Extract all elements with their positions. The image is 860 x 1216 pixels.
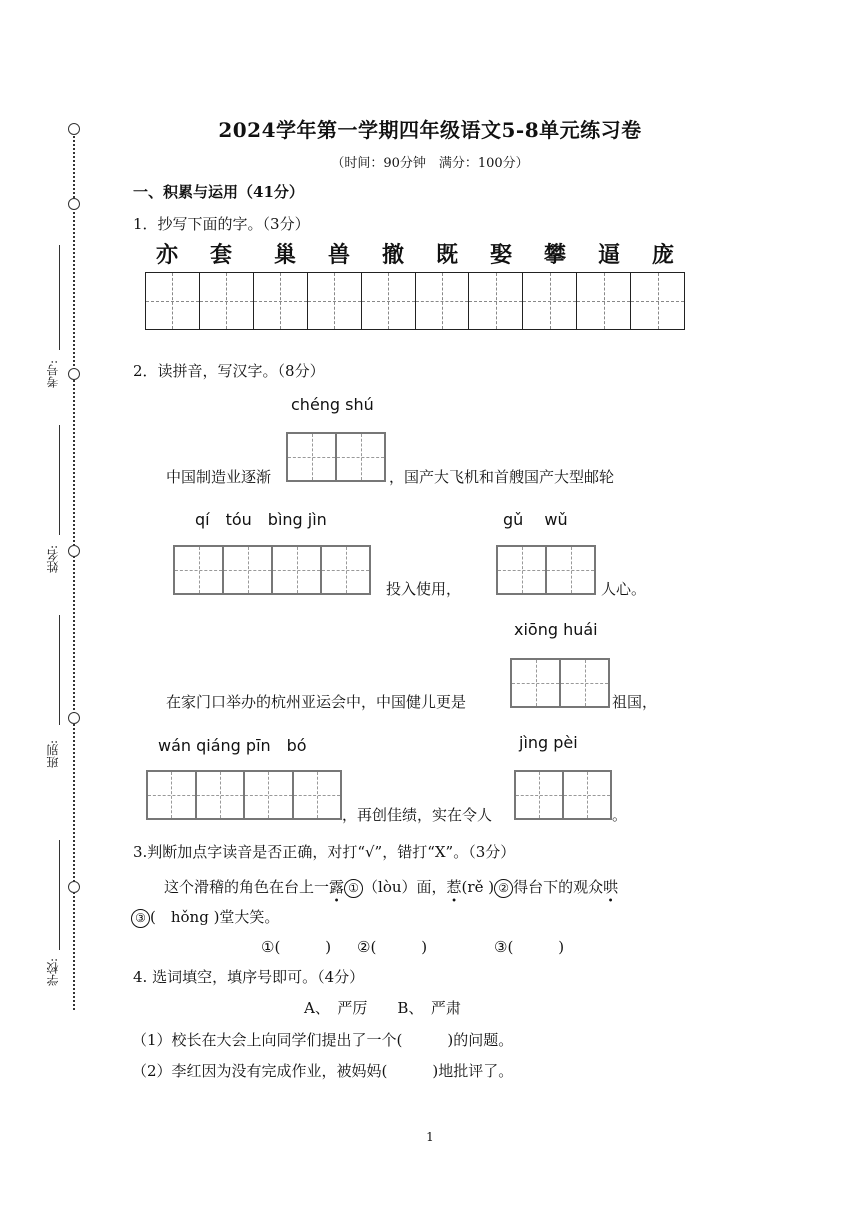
q4-sentence-1: （1）校长在大会上向同学们提出了一个( )的问题。 (132, 1031, 514, 1049)
answer-box[interactable] (286, 432, 386, 482)
sentence-text: (rě ) (461, 878, 495, 896)
sentence-text: ，再创佳绩，实在令人 (342, 806, 493, 824)
q2-label: 2．读拼音，写汉字。（8分） (133, 362, 325, 380)
pinyin: jìng pèi (519, 733, 578, 752)
q3-sentence-cont (131, 906, 279, 928)
circled-number: ③ (131, 909, 150, 928)
answer-slot[interactable]: ①( ) (261, 938, 332, 956)
binding-hole (68, 545, 80, 557)
char: 巢 (273, 242, 296, 268)
school-label: 学校: (46, 958, 60, 987)
char: 庞 (651, 242, 674, 268)
sentence-text: 人心。 (601, 580, 647, 598)
sentence-text: 在家门口举办的杭州亚运会中，中国健儿更是 (166, 693, 467, 711)
char: 既 (435, 242, 458, 268)
dotted-char: 哄 (603, 878, 619, 896)
section-heading: 一、积累与运用（41分） (133, 183, 304, 201)
answer-slot[interactable]: ③( ) (494, 938, 565, 956)
page-title: 2024学年第一学期四年级语文5-8单元练习卷 (218, 118, 642, 142)
char: 亦 (155, 242, 178, 268)
q4-sentence-2: （2）李红因为没有完成作业，被妈妈( )地批评了。 (132, 1062, 514, 1080)
class-label: 班别: (46, 740, 60, 769)
char: 撤 (381, 242, 404, 268)
sentence-text: （lòu）面， (363, 878, 447, 896)
pinyin: chéng shú (291, 395, 374, 414)
answer-box[interactable] (514, 770, 612, 820)
sentence-text: 投入使用， (386, 580, 462, 598)
pinyin: xiōng huái (514, 620, 598, 639)
binding-hole (68, 368, 80, 380)
char: 兽 (327, 242, 350, 268)
sentence-text: 得台下的观众 (513, 878, 604, 896)
sentence-text: ( hǒng )堂大笑。 (150, 908, 280, 926)
q3-sentence (164, 876, 618, 898)
char: 套 (209, 242, 232, 268)
pinyin: qí tóu bìng jìn (195, 510, 327, 529)
sentence-text: 这个滑稽的角色在台上一 (164, 878, 330, 896)
pinyin: gǔ wǔ (503, 510, 568, 529)
copy-grid[interactable] (145, 272, 685, 330)
sentence-text: 。 (612, 806, 628, 824)
q1-label: 1．抄写下面的字。（3分） (133, 215, 310, 233)
binding-hole (68, 198, 80, 210)
class-line (59, 615, 60, 725)
dotted-char: 露 (329, 878, 345, 896)
name-line (59, 425, 60, 535)
char: 逼 (597, 242, 620, 268)
school-line (59, 840, 60, 950)
sentence-text: 祖国， (612, 693, 658, 711)
exam-number-line (59, 245, 60, 350)
char: 攀 (543, 242, 566, 268)
q4-label: 4. 选词填空，填序号即可。（4分） (133, 968, 365, 986)
answer-slot[interactable]: ②( ) (357, 938, 428, 956)
answer-box[interactable] (146, 770, 342, 820)
answer-box[interactable] (510, 658, 610, 708)
answer-box[interactable] (496, 545, 596, 595)
circled-number: ② (494, 879, 513, 898)
pinyin: wán qiáng pīn bó (158, 736, 307, 755)
dotted-char: 惹 (446, 878, 462, 896)
char: 娶 (489, 242, 512, 268)
binding-hole (68, 712, 80, 724)
binding-hole (68, 881, 80, 893)
page-number: 1 (426, 1130, 434, 1144)
name-label: 姓名: (46, 545, 60, 574)
q4-options: A、 严厉 B、 严肃 (304, 999, 461, 1017)
answer-box[interactable] (173, 545, 371, 595)
sentence-text: 中国制造业逐渐 (166, 468, 272, 486)
circled-number: ① (344, 879, 363, 898)
page-subtitle: （时间：90分钟 满分：100分） (331, 156, 529, 171)
sentence-text: ，国产大飞机和首艘国产大型邮轮 (389, 468, 615, 486)
binding-line (73, 128, 75, 1010)
exam-number-label: 考号: (46, 360, 60, 389)
q3-label: 3.判断加点字读音是否正确，对打“√”，错打“X”。（3分） (133, 843, 516, 861)
